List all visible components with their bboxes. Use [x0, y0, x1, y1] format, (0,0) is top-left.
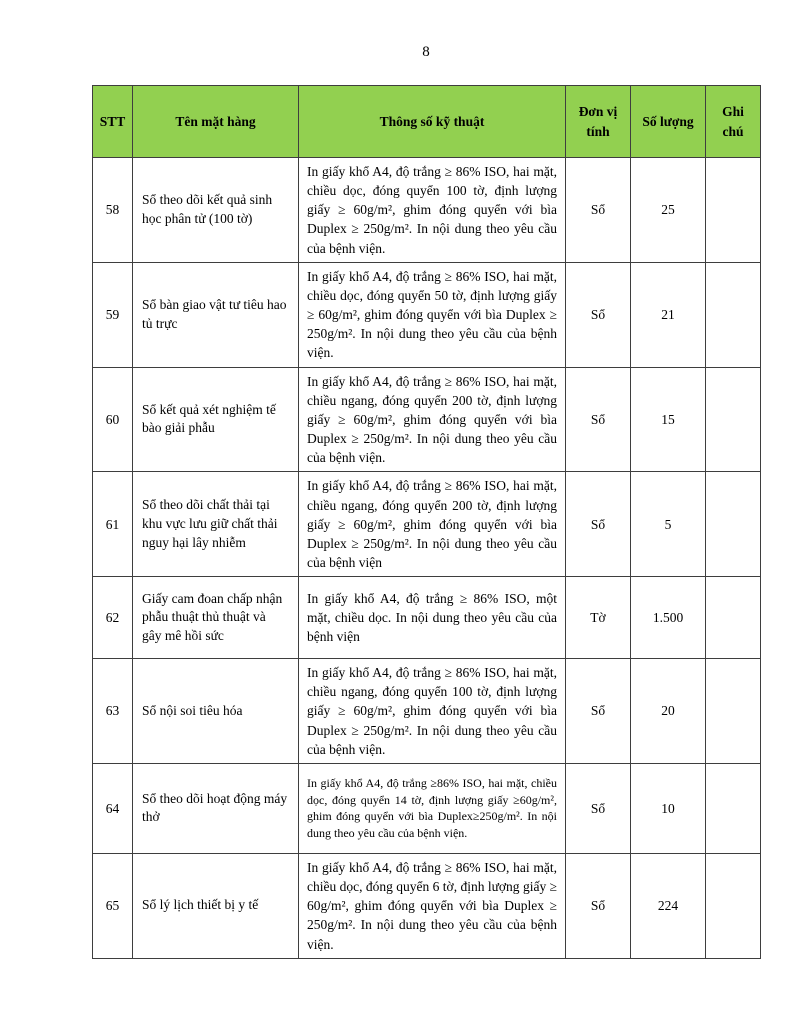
quantity-cell: 224 — [631, 853, 706, 958]
note-cell — [706, 763, 761, 853]
unit-cell: Sổ — [566, 158, 631, 263]
note-cell — [706, 367, 761, 472]
unit-cell: Sổ — [566, 472, 631, 577]
quantity-cell: 5 — [631, 472, 706, 577]
table-header — [93, 86, 761, 158]
table-row — [93, 659, 761, 764]
unit-cell: Sổ — [566, 853, 631, 958]
quantity-cell: 10 — [631, 763, 706, 853]
unit-cell: Sổ — [566, 659, 631, 764]
item-name-cell: Sổ bàn giao vật tư tiêu hao tủ trực — [133, 262, 299, 367]
unit-cell: Sổ — [566, 262, 631, 367]
quantity-cell: 15 — [631, 367, 706, 472]
table-row — [93, 853, 761, 958]
stt-cell: 59 — [93, 262, 133, 367]
stt-cell: 61 — [93, 472, 133, 577]
item-name-cell: Giấy cam đoan chấp nhận phẫu thuật thủ thuật và gây mê hồi sức — [133, 577, 299, 659]
unit-cell: Sổ — [566, 763, 631, 853]
table-row — [93, 367, 761, 472]
note-cell — [706, 659, 761, 764]
stt-cell: 63 — [93, 659, 133, 764]
spec-cell: In giấy khổ A4, độ trắng ≥ 86% ISO, hai mặt, chiều ngang, đóng quyển 100 tờ, định lượng giấy ≥ 60g/m², ghim đóng quyển với bìa Duplex ≥ 250g/m². In nội dung theo yêu cầu của bệnh viện. — [299, 659, 566, 764]
page-number: 8 — [422, 44, 430, 60]
item-name-cell: Sổ theo dõi kết quả sinh học phân tử (100 tờ) — [133, 158, 299, 263]
note-cell — [706, 577, 761, 659]
quantity-cell: 21 — [631, 262, 706, 367]
spec-cell: In giấy khổ A4, độ trắng ≥ 86% ISO, một mặt, chiều dọc. In nội dung theo yêu cầu của bệnh viện — [299, 577, 566, 659]
column-header-col-note: Ghi chú — [706, 86, 761, 158]
stt-cell: 58 — [93, 158, 133, 263]
table-row — [93, 472, 761, 577]
item-name-cell: Sổ lý lịch thiết bị y tế — [133, 853, 299, 958]
table-row — [93, 158, 761, 263]
item-name-cell: Sổ theo dõi hoạt động máy thở — [133, 763, 299, 853]
note-cell — [706, 158, 761, 263]
stt-cell: 60 — [93, 367, 133, 472]
quantity-cell: 25 — [631, 158, 706, 263]
unit-cell: Tờ — [566, 577, 631, 659]
table-header-row — [93, 86, 761, 158]
item-name-cell: Sổ theo dõi chất thải tại khu vực lưu giữ chất thải nguy hại lây nhiễm — [133, 472, 299, 577]
spec-cell: In giấy khổ A4, độ trắng ≥ 86% ISO, hai mặt, chiều dọc, đóng quyển 100 tờ, định lượng giấy ≥ 60g/m², ghim đóng quyển với bìa Duplex ≥ 250g/m². In nội dung theo yêu cầu của bệnh viện. — [299, 158, 566, 263]
column-header-col-name: Tên mặt hàng — [133, 86, 299, 158]
stt-cell: 65 — [93, 853, 133, 958]
spec-cell: In giấy khổ A4, độ trắng ≥ 86% ISO, hai mặt, chiều dọc, đóng quyển 6 tờ, định lượng giấy ≥ 60g/m², ghim đóng quyển với bìa Duplex ≥ 250g/m². In nội dung theo yêu cầu của bệnh viện. — [299, 853, 566, 958]
spec-cell: In giấy khổ A4, độ trắng ≥ 86% ISO, hai mặt, chiều dọc, đóng quyển 50 tờ, định lượng giấy ≥ 60g/m², ghim đóng quyển với bìa Duplex ≥ 250g/m². In nội dung theo yêu cầu của bệnh viện. — [299, 262, 566, 367]
supplies-table — [92, 85, 761, 959]
table-row — [93, 763, 761, 853]
item-name-cell: Sổ kết quả xét nghiệm tế bào giải phẫu — [133, 367, 299, 472]
table-row — [93, 262, 761, 367]
item-name-cell: Sổ nội soi tiêu hóa — [133, 659, 299, 764]
table-row — [93, 577, 761, 659]
quantity-cell: 1.500 — [631, 577, 706, 659]
note-cell — [706, 472, 761, 577]
spec-cell: In giấy khổ A4, độ trắng ≥ 86% ISO, hai mặt, chiều ngang, đóng quyển 200 tờ, định lượng giấy ≥ 60g/m², ghim đóng quyển với bìa Duplex ≥ 250g/m². In nội dung theo yêu cầu của bệnh viện — [299, 472, 566, 577]
spec-cell: In giấy khổ A4, độ trắng ≥ 86% ISO, hai mặt, chiều ngang, đóng quyển 200 tờ, định lượng giấy ≥ 60g/m², ghim đóng quyển với bìa Duplex ≥ 250g/m². In nội dung theo yêu cầu của bệnh viện. — [299, 367, 566, 472]
stt-cell: 62 — [93, 577, 133, 659]
note-cell — [706, 853, 761, 958]
column-header-col-spec: Thông số kỹ thuật — [299, 86, 566, 158]
stt-cell: 64 — [93, 763, 133, 853]
table-body — [93, 158, 761, 959]
spec-cell: In giấy khổ A4, độ trắng ≥86% ISO, hai mặt, chiều dọc, đóng quyển 14 tờ, định lượng giấy ≥60g/m², ghim đóng quyển với bìa Duplex≥250g/m². In nội dung theo yêu cầu của bệnh viện. — [299, 763, 566, 853]
column-header-col-stt: STT — [93, 86, 133, 158]
column-header-col-unit: Đơn vị tính — [566, 86, 631, 158]
quantity-cell: 20 — [631, 659, 706, 764]
note-cell — [706, 262, 761, 367]
column-header-col-qty: Số lượng — [631, 86, 706, 158]
unit-cell: Sổ — [566, 367, 631, 472]
